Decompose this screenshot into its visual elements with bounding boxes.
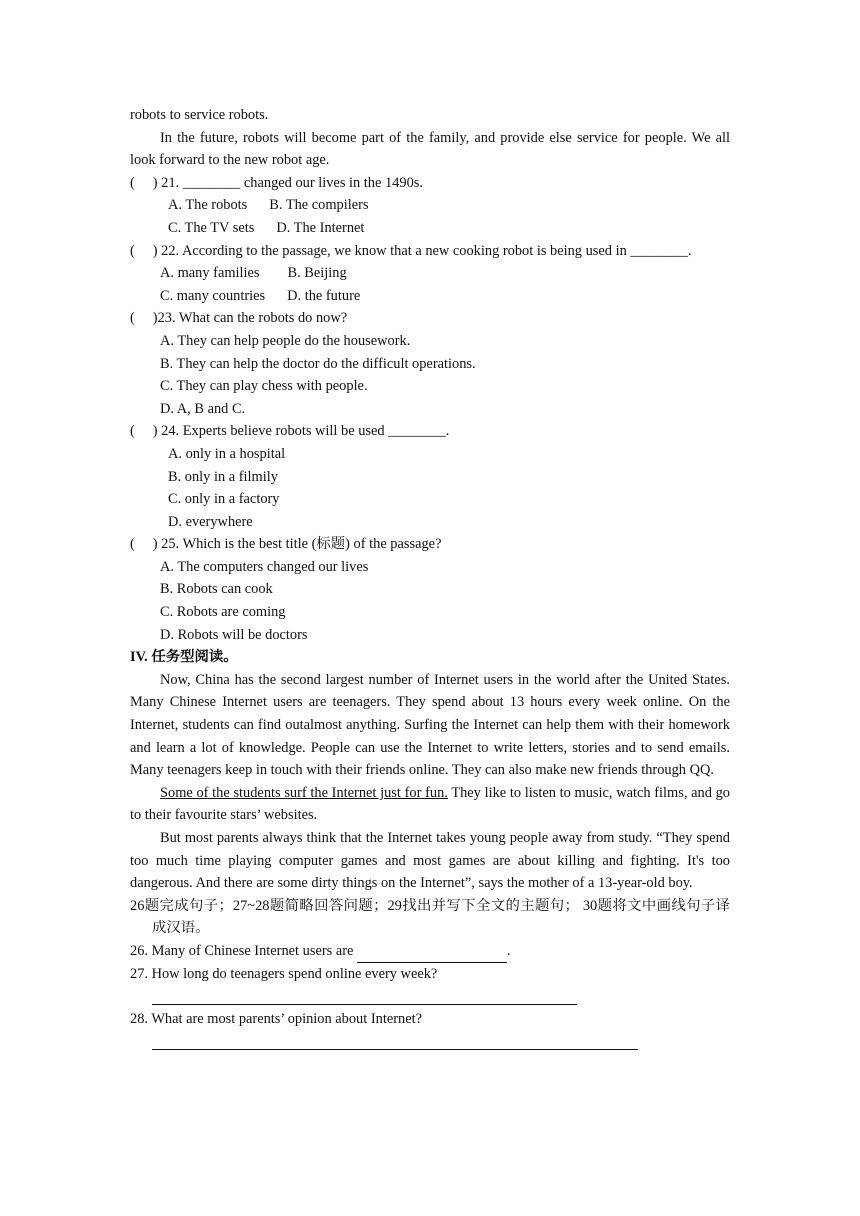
question-28-answer-line[interactable] bbox=[152, 1033, 638, 1050]
question-24-option-c: C. only in a factory bbox=[168, 491, 280, 508]
question-21-options-row-2 bbox=[130, 217, 730, 240]
question-25-option-a: A. The computers changed our lives bbox=[160, 558, 369, 575]
question-22-stem: ( ) 22. According to the passage, we know that a new cooking robot is being used in ________. bbox=[130, 242, 692, 259]
question-22-option-b: B. Beijing bbox=[287, 265, 347, 282]
question-26-prefix: 26. Many of Chinese Internet users are bbox=[130, 942, 354, 959]
question-25-option-d: D. Robots will be doctors bbox=[160, 626, 308, 643]
question-28: 28. What are most parents’ opinion about Internet? bbox=[130, 1010, 422, 1027]
question-25-option-b: B. Robots can cook bbox=[160, 581, 273, 598]
question-22-option-d: D. the future bbox=[287, 287, 361, 304]
task-instructions: 26题完成句子；27~28题简略回答问题；29找出并写下全文的主题句； 30题将文中画线句子译成汉语。 bbox=[130, 897, 730, 937]
question-23-option-c: C. They can play chess with people. bbox=[160, 378, 368, 395]
question-21-stem: ( ) 21. ________ changed our lives in the 1490s. bbox=[130, 174, 423, 191]
question-26 bbox=[130, 940, 730, 963]
question-21-option-c: C. The TV sets bbox=[168, 219, 255, 236]
worksheet-page bbox=[130, 104, 730, 1053]
question-23-option-a: A. They can help people do the housework. bbox=[160, 332, 411, 349]
question-23-stem: ( )23. What can the robots do now? bbox=[130, 310, 348, 327]
question-23-option-d: D. A, B and C. bbox=[160, 400, 246, 417]
question-22-options-row-2 bbox=[130, 285, 730, 308]
question-24-option-b: B. only in a filmily bbox=[168, 468, 278, 485]
question-22-options-row-1 bbox=[130, 262, 730, 285]
question-27: 27. How long do teenagers spend online every week? bbox=[130, 965, 438, 982]
section-4-paragraph-1: Now, China has the second largest number of Internet users in the world after the United States. Many Chinese Internet users are teenagers. They spend about 13 hours every week online. On the Internet, students can find outalmost anything. Surfing the Internet can help them with their homework and learn a lot of knowledge. People can use the Internet to write letters, stories and to send emails. Many teenagers keep in touch with their friends online. They can also make new friends through QQ. bbox=[130, 671, 730, 779]
section-4-paragraph-3: But most parents always think that the Internet takes young people away from study. “They spend too much time playing computer games and most games are about killing and fighting. It's too dangerous. And there are some dirty things on the Internet”, says the mother of a 13-year-old boy. bbox=[130, 830, 730, 892]
question-24-option-a: A. only in a hospital bbox=[168, 445, 286, 462]
question-24-stem: ( ) 24. Experts believe robots will be used ________. bbox=[130, 423, 450, 440]
question-26-suffix: . bbox=[507, 942, 511, 959]
section-4-paragraph-2-rest: They like to listen to music, watch films, and go to their favourite stars’ websites. bbox=[130, 784, 730, 824]
question-23-option-b: B. They can help the doctor do the difficult operations. bbox=[160, 355, 476, 372]
question-22-option-c: C. many countries bbox=[160, 287, 266, 304]
question-26-answer-blank[interactable] bbox=[357, 946, 507, 963]
question-24-option-d: D. everywhere bbox=[168, 513, 253, 530]
question-22-option-a: A. many families bbox=[160, 265, 260, 282]
question-27-answer-line[interactable] bbox=[152, 988, 577, 1005]
question-28-answer-line-row bbox=[130, 1030, 730, 1053]
question-21-option-a: A. The robots bbox=[168, 197, 248, 214]
question-21-option-d: D. The Internet bbox=[276, 219, 365, 236]
passage-tail-line: robots to service robots. bbox=[130, 107, 269, 123]
question-27-answer-line-row bbox=[130, 985, 730, 1008]
passage-future-paragraph: In the future, robots will become part of the family, and provide else service for people. We all look forward to the new robot age. bbox=[130, 129, 730, 169]
question-25-option-c: C. Robots are coming bbox=[160, 604, 286, 621]
section-4-heading: IV. 任务型阅读。 bbox=[130, 649, 238, 666]
question-25-stem: ( ) 25. Which is the best title (标题) of the passage? bbox=[130, 536, 442, 553]
underlined-sentence: Some of the students surf the Internet just for fun. bbox=[160, 784, 448, 801]
question-21-option-b: B. The compilers bbox=[269, 197, 369, 214]
question-21-options-row-1 bbox=[130, 194, 730, 217]
section-4-paragraph-2 bbox=[130, 782, 730, 827]
